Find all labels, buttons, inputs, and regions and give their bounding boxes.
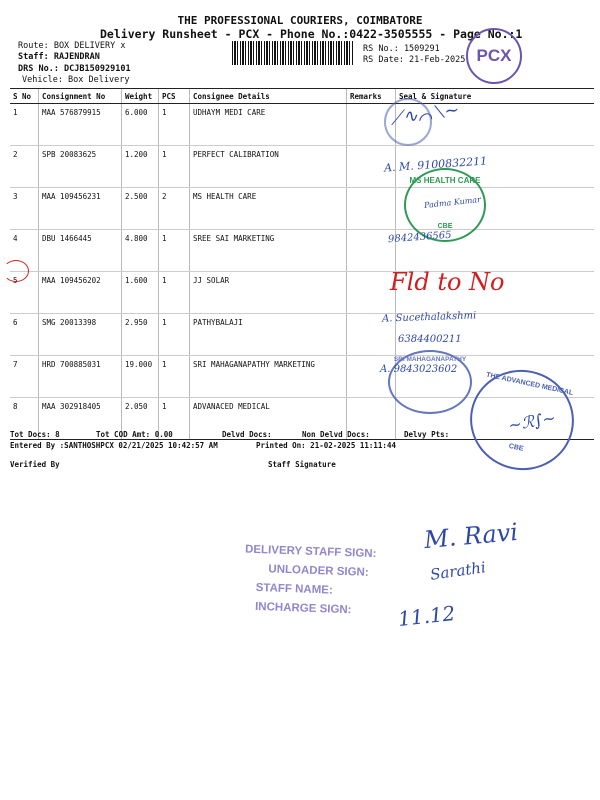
cell-consignment: MAA 576879915 bbox=[39, 104, 122, 146]
cell-weight: 19.000 bbox=[122, 356, 159, 398]
handwriting-staff-name: M. Ravi bbox=[422, 517, 520, 555]
cell-weight: 1.200 bbox=[122, 146, 159, 188]
cell-sno: 1 bbox=[10, 104, 39, 146]
cell-weight: 6.000 bbox=[122, 104, 159, 146]
cell-consignee: PERFECT CALIBRATION bbox=[190, 146, 347, 188]
table-row bbox=[10, 314, 594, 356]
col-sno: S No bbox=[10, 89, 39, 104]
table-row bbox=[10, 188, 594, 230]
table-row bbox=[10, 104, 594, 146]
cell-pcs: 1 bbox=[159, 314, 190, 356]
cell-sno: 2 bbox=[10, 146, 39, 188]
drs-number: DRS No.: DCJB150929101 bbox=[18, 64, 131, 74]
company-title: THE PROFESSIONAL COURIERS, COIMBATORE bbox=[177, 14, 423, 27]
sri-maha-seal bbox=[388, 350, 472, 414]
signature-row1: ⟋∿⌒⟍~ bbox=[388, 99, 461, 130]
cell-sno: 7 bbox=[10, 356, 39, 398]
rs-number: RS No.: 1509291 bbox=[363, 44, 440, 54]
stamp-line-staff-name: STAFF NAME: bbox=[255, 581, 333, 597]
stamp-line-incharge: INCHARGE SIGN: bbox=[254, 600, 352, 617]
cell-consignment: DBU 1466445 bbox=[39, 230, 122, 272]
col-consignee: Consignee Details bbox=[190, 89, 347, 104]
handwriting-row3: Padma Kumar bbox=[423, 195, 482, 210]
handwriting-staff-sign: Sarathi bbox=[429, 558, 487, 584]
cell-weight: 4.800 bbox=[122, 230, 159, 272]
cell-consignee: SREE SAI MARKETING bbox=[190, 230, 347, 272]
cell-consignment: MAA 109456202 bbox=[39, 272, 122, 314]
route-label: Route: BOX DELIVERY x bbox=[18, 41, 126, 51]
handwriting-row5-remark: Fld to No bbox=[390, 268, 505, 296]
vehicle-label: Vehicle: Box Delivery bbox=[22, 75, 130, 85]
table-row bbox=[10, 272, 594, 314]
cell-consignee: UDHAYM MEDI CARE bbox=[190, 104, 347, 146]
signature-row8: ~ℛ∫~ bbox=[506, 407, 558, 436]
cell-consignee: PATHYBALAJI bbox=[190, 314, 347, 356]
cell-pcs: 1 bbox=[159, 104, 190, 146]
cell-weight: 2.950 bbox=[122, 314, 159, 356]
col-remarks: Remarks bbox=[347, 89, 396, 104]
handwriting-row4: 9842436565 bbox=[387, 229, 452, 246]
table-row bbox=[10, 146, 594, 188]
table-header-row bbox=[10, 89, 594, 104]
handwriting-date: 11.12 bbox=[396, 601, 457, 631]
rs-date: RS Date: 21-Feb-2025 bbox=[363, 55, 466, 65]
runsheet-subtitle: Delivery Runsheet - PCX - Phone No.:0422-3505555 - Page No.:1 bbox=[100, 27, 523, 41]
pcx-stamp bbox=[466, 28, 522, 84]
entered-by: Entered By :SANTHOSHPCX 02/21/2025 10:42:57 AM bbox=[10, 441, 218, 450]
cell-consignment: SMG 20013398 bbox=[39, 314, 122, 356]
handwriting-row6-name: A. Sucethalakshmi bbox=[381, 310, 477, 325]
cell-consignee: SRI MAHAGANAPATHY MARKETING bbox=[190, 356, 347, 398]
cell-pcs: 2 bbox=[159, 188, 190, 230]
cell-consignment: HRD 700885031 bbox=[39, 356, 122, 398]
cell-remarks bbox=[347, 272, 396, 314]
col-weight: Weight bbox=[122, 89, 159, 104]
cell-consignee: MS HEALTH CARE bbox=[190, 188, 347, 230]
row5-circle-mark bbox=[3, 260, 29, 282]
delvd-docs: Delvd Docs: bbox=[222, 430, 272, 439]
cell-sno: 8 bbox=[10, 398, 39, 440]
cell-sno: 4 bbox=[10, 230, 39, 272]
cell-sno: 6 bbox=[10, 314, 39, 356]
stamp-line-unloader: UNLOADER SIGN: bbox=[268, 563, 369, 579]
row1-seal bbox=[384, 98, 432, 146]
cell-remarks bbox=[347, 188, 396, 230]
verified-by: Verified By bbox=[10, 460, 60, 469]
delvy-pts: Delvy Pts: bbox=[404, 430, 450, 439]
col-pcs: PCS bbox=[159, 89, 190, 104]
barcode bbox=[232, 41, 354, 65]
staff-label: Staff: RAJENDRAN bbox=[18, 52, 100, 62]
non-delvd-docs: Non Delvd Docs: bbox=[302, 430, 370, 439]
ms-health-seal-city: CBE bbox=[437, 223, 453, 230]
cell-weight: 2.050 bbox=[122, 398, 159, 440]
cell-weight: 1.600 bbox=[122, 272, 159, 314]
handwriting-row6-phone: 6384400211 bbox=[398, 334, 462, 345]
tot-docs: Tot Docs: 8 bbox=[10, 430, 60, 439]
cell-consignee: ADVANACED MEDICAL bbox=[190, 398, 347, 440]
cell-sno: 3 bbox=[10, 188, 39, 230]
table-row bbox=[10, 230, 594, 272]
pcx-stamp-text: PCX bbox=[476, 46, 512, 65]
sri-maha-seal-text: SRI MAHAGANAPATHY bbox=[393, 356, 467, 363]
cell-pcs: 1 bbox=[159, 356, 190, 398]
cell-consignee: JJ SOLAR bbox=[190, 272, 347, 314]
handwriting-row7: A. 9843023602 bbox=[380, 364, 458, 375]
cell-pcs: 1 bbox=[159, 398, 190, 440]
tot-cod-amt: Tot COD Amt: 0.00 bbox=[96, 430, 173, 439]
cell-pcs: 1 bbox=[159, 146, 190, 188]
ms-health-seal-text: MS HEALTH CARE bbox=[409, 176, 481, 185]
cell-pcs: 1 bbox=[159, 230, 190, 272]
cell-sno: 5 bbox=[10, 272, 39, 314]
col-consignment: Consignment No bbox=[39, 89, 122, 104]
col-signature: Seal & Signature bbox=[396, 89, 595, 104]
cell-pcs: 1 bbox=[159, 272, 190, 314]
printed-on: Printed On: 21-02-2025 11:11:44 bbox=[256, 441, 396, 450]
cell-weight: 2.500 bbox=[122, 188, 159, 230]
handwriting-row2: A. M. 9100832211 bbox=[383, 154, 488, 175]
cell-consignment: SPB 20083625 bbox=[39, 146, 122, 188]
advanced-medical-seal-city: CBE bbox=[508, 442, 525, 453]
stamp-line-delivery: DELIVERY STAFF SIGN: bbox=[244, 543, 377, 561]
advanced-medical-seal-text: THE ADVANCED MEDICAL bbox=[485, 371, 574, 397]
cell-consignment: MAA 302918405 bbox=[39, 398, 122, 440]
cell-consignment: MAA 109456231 bbox=[39, 188, 122, 230]
staff-signature-label: Staff Signature bbox=[268, 460, 336, 469]
